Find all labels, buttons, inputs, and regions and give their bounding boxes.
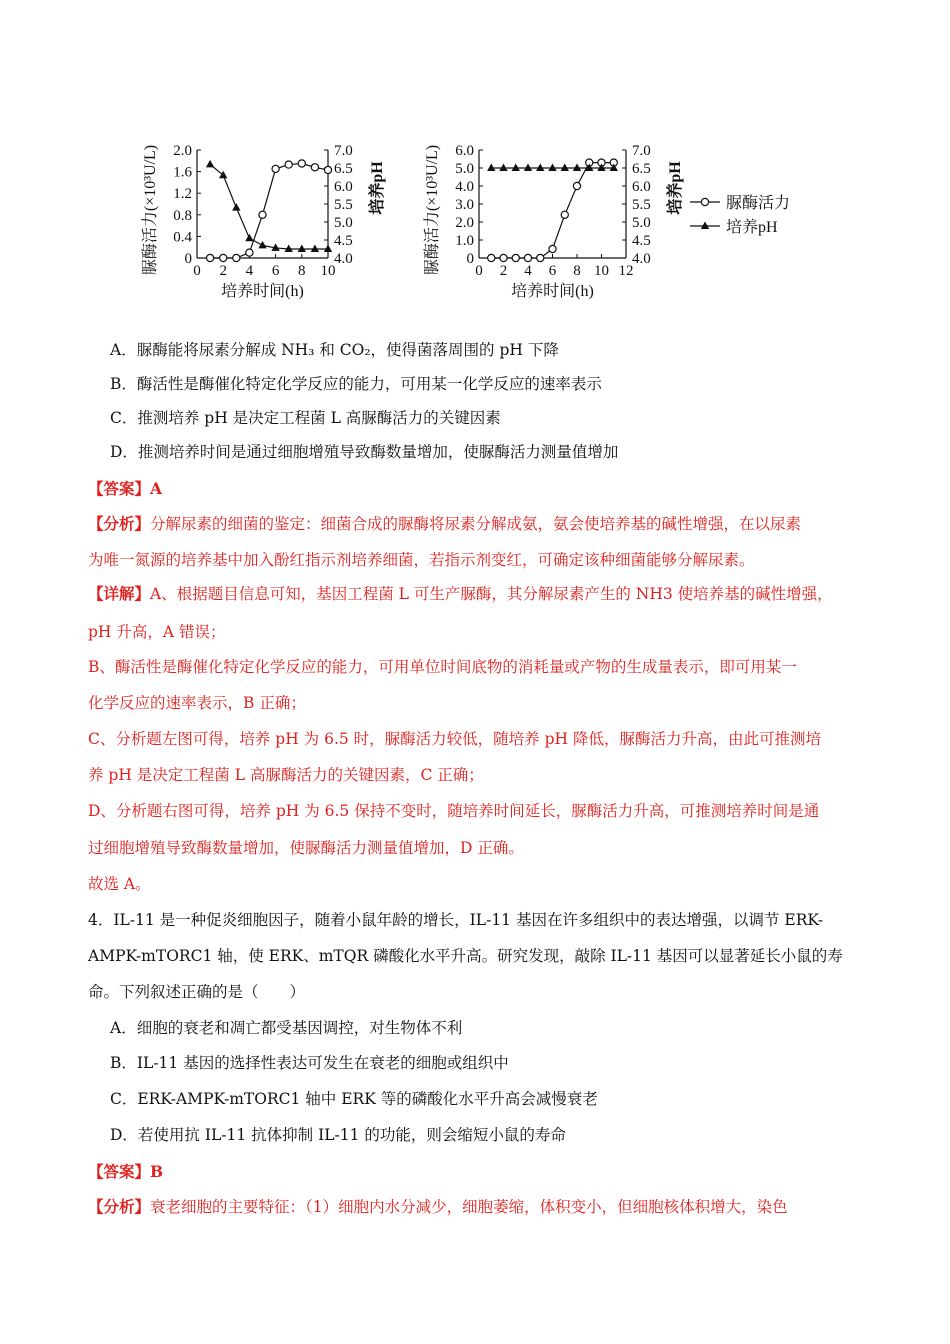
- answer-line: 【答案】B: [88, 1162, 164, 1181]
- section-label: 【详解】: [88, 584, 151, 603]
- x-tick-label: 6: [548, 263, 557, 279]
- answer-line: 为唯一氮源的培养基中加入酚红指示剂培养细菌，若指示剂变红，可确定该种细菌能够分解尿素。: [88, 551, 755, 569]
- y-tick-label: 5.0: [455, 161, 474, 177]
- y2-tick-label: 6.5: [334, 161, 353, 177]
- section-text: 衰老细胞的主要特征：（1）细胞内水分减少，细胞萎缩，体积变小，但细胞核体积增大，染色: [150, 1198, 788, 1216]
- ph-point: [298, 245, 306, 253]
- series-line-activity: [210, 164, 328, 259]
- answer-line: 故选 A。: [88, 875, 151, 893]
- y-tick-label: 0.8: [173, 207, 192, 224]
- section-label: 【分析】: [88, 514, 151, 533]
- legend-marker-activity: [701, 198, 708, 205]
- y-tick-label: 4.0: [455, 179, 474, 195]
- answer-line: 养 pH 是决定工程菌 L 高脲酶活力的关键因素，C 正确；: [88, 766, 484, 784]
- ph-point: [536, 164, 544, 172]
- y-tick-label: 2.0: [173, 143, 192, 159]
- y2-tick-label: 4.0: [632, 251, 651, 267]
- x-tick-label: 2: [219, 263, 227, 279]
- ph-point: [561, 164, 569, 172]
- x-tick-label: 10: [594, 263, 609, 279]
- section-label: 【分析】: [88, 1197, 151, 1216]
- y-axis-label: 脲酶活力(×10³U/L): [142, 144, 159, 276]
- answer-line: 过细胞增殖导致酶数量增加，使脲酶活力测量值增加，D 正确。: [88, 839, 524, 857]
- y2-axis-label: 培养pH: [667, 161, 684, 215]
- section-text: 分解尿素的细菌的鉴定：细菌合成的脲酶将尿素分解成氨，氨会使培养基的碱性增强，在以尿素: [150, 515, 802, 533]
- y-tick-label: 1.6: [173, 164, 192, 181]
- y-tick-label: 0: [184, 251, 192, 267]
- y-tick-label: 1.0: [455, 233, 474, 249]
- x-tick-label: 6: [271, 263, 280, 279]
- activity-point: [537, 254, 544, 261]
- y-tick-label: 6.0: [455, 143, 474, 159]
- ph-point: [487, 164, 495, 172]
- ph-point: [324, 245, 332, 253]
- legend-marker-ph: [701, 222, 709, 230]
- activity-point: [259, 211, 266, 218]
- section-text: A、根据题目信息可知，基因工程菌 L 可生产脲酶，其分解尿素产生的 NH3 使培养基的碱性增强，: [150, 585, 833, 603]
- activity-point: [524, 254, 531, 261]
- x-tick-label: 0: [475, 263, 483, 279]
- x-tick-label: 4: [524, 263, 532, 279]
- y2-tick-label: 6.0: [334, 179, 353, 195]
- y-axis-label: 脲酶活力(×10³U/L): [424, 144, 441, 276]
- ph-point: [512, 164, 520, 172]
- answer-line: pH 升高，A 错误；: [88, 623, 226, 641]
- option-line: A．细胞的衰老和凋亡都受基因调控，对生物体不利: [110, 1019, 463, 1037]
- x-tick-label: 4: [245, 263, 254, 279]
- y-tick-label: 0: [466, 251, 474, 267]
- ph-point: [548, 164, 556, 172]
- y2-tick-label: 6.0: [632, 179, 651, 195]
- option-line: B．IL-11 基因的选择性表达可发生在衰老的细胞或组织中: [110, 1054, 509, 1072]
- option-line: C．ERK-AMPK-mTORC1 轴中 ERK 等的磷酸化水平升高会减慢衰老: [110, 1090, 598, 1108]
- activity-point: [311, 164, 318, 171]
- option-line: B．酶活性是酶催化特定化学反应的能力，可用某一化学反应的速率表示: [110, 375, 602, 393]
- x-tick-label: 8: [298, 263, 306, 279]
- activity-point: [324, 166, 331, 173]
- y2-axis-label: 培养pH: [369, 161, 386, 215]
- ph-point: [245, 234, 253, 242]
- activity-point: [285, 161, 292, 168]
- x-tick-label: 2: [499, 263, 508, 279]
- y2-tick-label: 5.0: [632, 215, 651, 231]
- answer-line: B、酶活性是酶催化特定化学反应的能力，可用单位时间底物的消耗量或产物的生成量表示，即可用某一: [88, 658, 797, 676]
- x-tick-label: 0: [193, 263, 201, 279]
- question-line: AMPK-mTORC1 轴，使 ERK、mTQR 磷酸化水平升高。研究发现，敲除 IL-11 基因可以显著延长小鼠的寿: [88, 947, 843, 965]
- activity-point: [233, 254, 240, 261]
- y2-tick-label: 5.5: [334, 197, 353, 213]
- answer-line: D、分析题右图可得，培养 pH 为 6.5 保持不变时，随培养时间延长，脲酶活力升高，可推测培养时间是通: [88, 802, 820, 820]
- x-tick-label: 8: [573, 263, 581, 279]
- ph-point: [206, 160, 214, 168]
- question-line: 命。下列叙述正确的是（ ）: [88, 983, 306, 1001]
- activity-point: [573, 182, 580, 189]
- activity-point: [272, 165, 279, 172]
- ph-point: [499, 164, 507, 172]
- answer-line: 化学反应的速率表示，B 正确；: [88, 694, 306, 712]
- y2-tick-label: 5.5: [632, 197, 651, 213]
- answer-line: [88, 584, 833, 604]
- activity-point: [488, 254, 495, 261]
- activity-point: [500, 254, 507, 261]
- activity-point: [549, 245, 556, 252]
- question-line: 4．IL-11 是一种促炎细胞因子，随着小鼠年龄的增长，IL-11 基因在许多组织中的表达增强，以调节 ERK-: [88, 911, 824, 929]
- y2-tick-label: 4.5: [632, 233, 651, 249]
- charts-svg: [130, 118, 830, 318]
- x-tick-label: 12: [618, 263, 634, 279]
- y2-tick-label: 7.0: [334, 143, 353, 159]
- answer-line: 【答案】A: [88, 479, 163, 498]
- legend-label-activity: 脲酶活力: [726, 195, 791, 212]
- y2-tick-label: 5.0: [334, 215, 353, 231]
- answer-line: C、分析题左图可得，培养 pH 为 6.5 时，脲酶活力较低，随培养 pH 降低，脲酶活力升高，由此可推测培: [88, 730, 821, 748]
- activity-point: [298, 160, 305, 167]
- y2-tick-label: 4.0: [334, 251, 353, 267]
- option-line: D．推测培养时间是通过细胞增殖导致酶数量增加，使脲酶活力测量值增加: [110, 443, 619, 461]
- y2-tick-label: 6.5: [632, 161, 651, 177]
- activity-point: [512, 254, 519, 261]
- ph-point: [232, 203, 240, 211]
- answer-line: [88, 1197, 788, 1217]
- series-line-ph: [210, 164, 328, 249]
- y-tick-label: 2.0: [455, 215, 474, 231]
- y2-tick-label: 4.5: [334, 233, 353, 249]
- option-line: C．推测培养 pH 是决定工程菌 L 高脲酶活力的关键因素: [110, 409, 501, 427]
- ph-point: [219, 171, 227, 179]
- activity-point: [220, 254, 227, 261]
- legend-label-ph: 培养pH: [726, 219, 778, 236]
- x-tick-label: 10: [320, 263, 336, 279]
- y-tick-label: 3.0: [455, 197, 474, 213]
- ph-point: [524, 164, 532, 172]
- activity-point: [561, 211, 568, 218]
- y-tick-label: 1.2: [173, 186, 192, 203]
- ph-point: [258, 241, 266, 249]
- y-tick-label: 0.4: [173, 229, 192, 246]
- answer-line: [88, 514, 801, 534]
- ph-point: [311, 245, 319, 253]
- y2-tick-label: 7.0: [632, 143, 651, 159]
- activity-point: [207, 254, 214, 261]
- option-line: D．若使用抗 IL-11 抗体抑制 IL-11 的功能，则会缩短小鼠的寿命: [110, 1126, 566, 1144]
- x-axis-label: 培养时间(h): [511, 283, 594, 300]
- activity-point: [246, 249, 253, 256]
- ph-point: [573, 164, 581, 172]
- figure-charts: [130, 118, 830, 318]
- series-line-activity: [491, 163, 614, 258]
- x-axis-label: 培养时间(h): [221, 283, 304, 300]
- option-line: A．脲酶能将尿素分解成 NH₃ 和 CO₂，使得菌落周围的 pH 下降: [110, 341, 559, 359]
